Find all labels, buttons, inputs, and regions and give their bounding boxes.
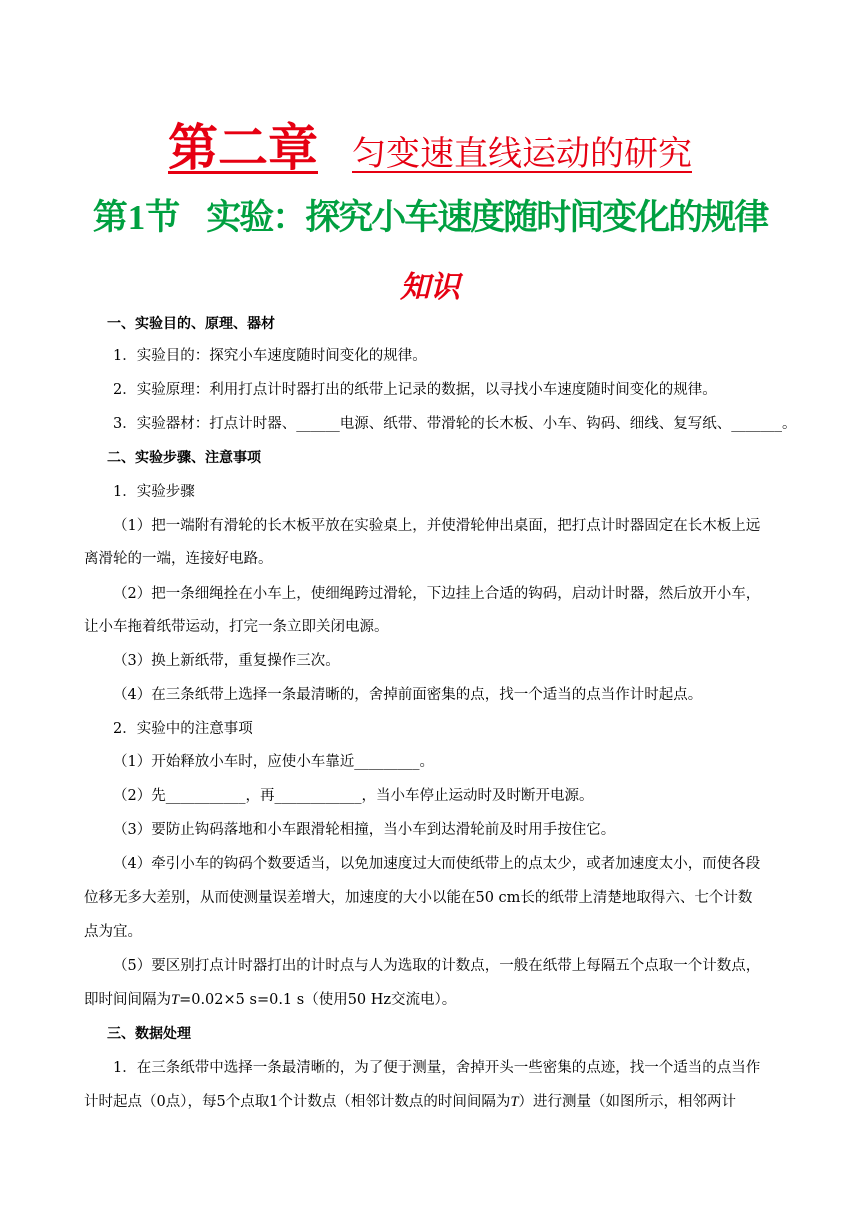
paragraph-equipment: 3．实验器材：打点计时器、______电源、纸带、带滑轮的长木板、小车、钩码、细线、复写纸、_______。 — [113, 416, 797, 432]
section-heading — [0, 190, 860, 240]
data-1-line-1: 1．在三条纸带中选择一条最清晰的，为了便于测量，舍掉开头一些密集的点迹，找一个适当的点当作 — [113, 1060, 761, 1076]
paragraph-purpose: 1．实验目的：探究小车速度随时间变化的规律。 — [113, 348, 427, 364]
chapter-heading — [0, 108, 860, 180]
heading-steps: 二、实验步骤、注意事项 — [107, 450, 261, 466]
chapter-number: 第二章 — [168, 119, 318, 177]
step-2-line-2: 让小车拖着纸带运动，打完一条立即关闭电源。 — [84, 619, 389, 635]
step-2-line-1: （2）把一条细绳拴在小车上，使细绳跨过滑轮，下边挂上合适的钩码，启动计时器，然后放开小车， — [113, 586, 761, 602]
paragraph-principle: 2．实验原理：利用打点计时器打出的纸带上记录的数据，以寻找小车速度随时间变化的规律。 — [113, 382, 717, 398]
note-4-line-2: 位移无多大差别，从而使测量误差增大，加速度的大小以能在50 cm长的纸带上清楚地取得六、七个计数 — [84, 890, 753, 906]
step-4: （4）在三条纸带上选择一条最清晰的，舍掉前面密集的点，找一个适当的点当作计时起点。 — [113, 687, 703, 703]
note-2: （2）先___________，再____________，当小车停止运动时及时断开电源。 — [113, 788, 594, 804]
knowledge-heading: 知识 — [400, 270, 460, 305]
subheading-notes: 2．实验中的注意事项 — [113, 721, 253, 737]
subheading-steps: 1．实验步骤 — [113, 484, 195, 500]
step-3: （3）换上新纸带，重复操作三次。 — [113, 653, 340, 669]
step-1-line-1: （1）把一端附有滑轮的长木板平放在实验桌上，并使滑轮伸出桌面，把打点计时器固定在长木板上远 — [113, 518, 761, 534]
section-number: 第1节 — [92, 198, 181, 237]
note-1: （1）开始释放小车时，应使小车靠近_________。 — [113, 754, 434, 770]
variable-T: T — [171, 992, 180, 1008]
step-1-line-2: 离滑轮的一端，连接好电路。 — [84, 551, 273, 567]
note-5-line-1: （5）要区别打点计时器打出的计时点与人为选取的计数点，一般在纸带上每隔五个点取一个计数点， — [113, 958, 761, 974]
section-title: 实验：探究小车速度随时间变化的规律 — [206, 198, 768, 238]
heading-data: 三、数据处理 — [107, 1026, 191, 1042]
note-5-line-2: 即时间间隔为T=0.02×5 s=0.1 s（使用50 Hz交流电）。 — [84, 992, 457, 1008]
data-1-line-2: 计时起点（0点），每5个点取1个计数点（相邻计数点的时间间隔为T）进行测量（如图所示，相邻两计 — [84, 1094, 737, 1110]
note-3: （3）要防止钩码落地和小车跟滑轮相撞，当小车到达滑轮前及时用手按住它。 — [113, 822, 616, 838]
chapter-title: 匀变速直线运动的研究 — [352, 134, 692, 174]
note-4-line-1: （4）牵引小车的钩码个数要适当，以免加速度过大而使纸带上的点太少，或者加速度太小，而使各段 — [113, 856, 761, 872]
heading-purpose: 一、实验目的、原理、器材 — [107, 316, 275, 332]
variable-T: T — [510, 1094, 519, 1110]
note-4-line-3: 点为宜。 — [84, 924, 142, 940]
